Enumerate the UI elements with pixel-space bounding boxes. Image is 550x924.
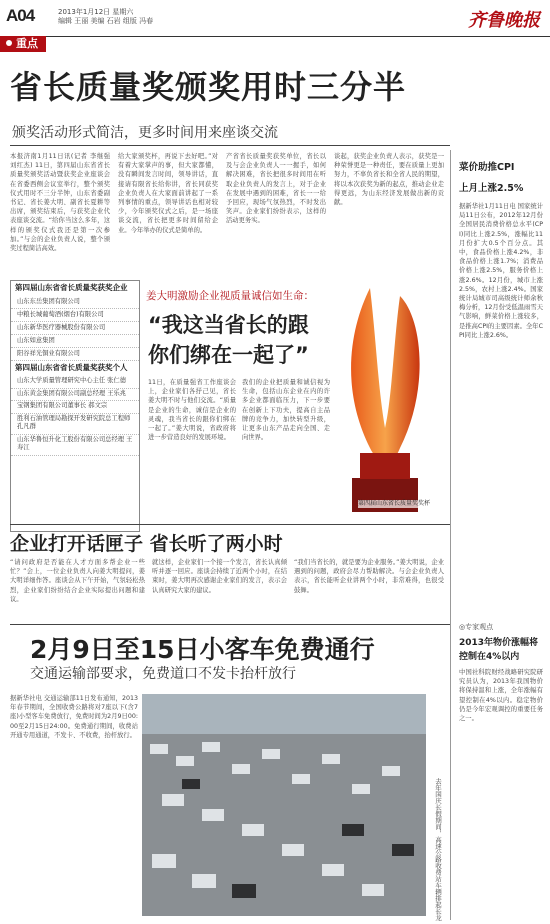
second-headline: 企业打开话匣子 省长听了两小时 xyxy=(10,533,283,555)
brand-logo: 齐鲁晚报 xyxy=(468,10,540,31)
lead-col-1: 本报济南1月11日讯(记者 李继强 刘红杰) 11日，第四届山东省省长质量奖颁奖活动暨获奖企业座谈会在省委西侧会议室举行，整个颁奖仪式用时不三分半钟，山东省委副书记、省长姜大明、副省长夏耕等出席，颁奖结束后，与获奖企业代表座谈交流。“给你当这么多年，这样的颁奖仪式我还是第一次参加。”与会的企业负责人说，整个颁奖过程简洁高效。 xyxy=(10,153,110,253)
quote-headline: “我这当省长的跟你们绑在一起了” xyxy=(148,313,309,367)
list-item: 山东大学质量管理研究中心主任 张仁德 xyxy=(11,376,139,389)
right-body: 据新华社1月11日电 国家统计局11日公布，2012年12月份全国居民消费价格总水平(CPI)同比上涨2.5%，涨幅比11月份扩大0.5个百分点。其中，食品价格上涨4.2%，非食品价格上涨1.7%；消费品价格上涨2.5%，服务价格上涨2.6%。12月份，城市上涨2.5%，农村上涨2.4%。国家统计局城市司高级统计师余秋梅分析，12月份受低温雨雪天气影响，鲜菜价格上涨较多，是推高CPI的主要因素。全年CPI同比上涨2.6%。 xyxy=(459,203,543,339)
list-item: 山东华鲁恒升化工股份有限公司总经理 王寿江 xyxy=(11,435,139,456)
right-subtitle: 上月上涨2.5% xyxy=(459,183,524,194)
quote-lead: 姜大明激励企业视质量诚信如生命： xyxy=(146,290,314,302)
trophy-caption: 第四届山东省长质量奖奖杯 xyxy=(358,500,431,507)
list-item: 山东东岳集团有限公司 xyxy=(11,296,139,309)
winners-box xyxy=(10,280,140,532)
list-item: 中粮长城葡萄酒(烟台)有限公司 xyxy=(11,309,139,322)
person-winners-title: 第四届山东省省长质量奖获奖个人 xyxy=(15,363,128,372)
expert-tag: ◎专家观点 xyxy=(459,623,494,631)
third-col-1: 据新华社电 交通运输部11日发布通知，2013年春节期间，全国收费公路将对7座以下(含7座)小型客车免费放行，免费时间为2月9日00:00至2月15日24:00。免费通行期间，收费站开通专用通道，不发卡、不收费，抬杆放行。 xyxy=(10,695,138,739)
right-title: 菜价助推CPI xyxy=(459,162,515,173)
lead-col-4: 谈起，获奖企业负责人表示，获奖是一种荣誉更是一种责任，要在质量上更加努力，不辜负省长和全省人民的期望，将以本次获奖为新的起点，推动企业走得更远，为山东经济发展做出新的贡献。 xyxy=(334,153,444,207)
second-col-2: 就这样，企业家们一个接一个发言，省长认真倾听并逐一回应。座谈会持续了近两个小时，在结束时，姜大明再次感谢企业家们的发言，表示会认真研究大家的建议。 xyxy=(152,559,287,594)
expert-body: 中国社科院财经战略研究院研究员认为，2013年我国物价将保持温和上涨，全年涨幅有望控制在4%以内。稳定物价仍是今年宏观调控的重要任务之一。 xyxy=(459,669,543,723)
list-item: 山东黄金集团有限公司副总经理 王乐兆 xyxy=(11,389,139,402)
third-headline: 2月9日至15日小客车免费通行 xyxy=(30,635,375,664)
lead-headline: 省长质量奖颁奖用时三分半 xyxy=(10,68,407,106)
page-number: A04 xyxy=(6,6,35,25)
section-dot-icon xyxy=(6,40,12,46)
list-item: 山东如意集团 xyxy=(11,335,139,348)
staff-line: 编辑 王丽 美编 石岩 组版 冯春 xyxy=(58,17,154,25)
divider xyxy=(10,624,450,625)
lead-col-3: 产省省长质量奖获奖单位，省长以及与会企业负责人一一握手，如何解决困难，省长把很多时间用在听取企业负责人的发言上，对于企业在发展中遇到的困难，省长一一给予回应，现场气氛热烈，不时发出笑声。企业家们纷纷表示，这样的活动更务实。 xyxy=(226,153,326,225)
quote-col-1: 11日，在质量强省工作座谈会上，企业家们各抒己见，省长姜大明不时与他们交流。“质量是企业的生命，诚信是企业的灵魂，我当省长的跟你们绑在一起了。”姜大明说，省政府将进一步营造良好的发展环境。 xyxy=(148,379,236,442)
trophy-image xyxy=(330,278,438,523)
divider xyxy=(10,524,450,525)
section-text: 重点 xyxy=(16,37,38,50)
second-col-1: “请问政府是否能在人才方面多帮企业一些忙？”会上，一位企业负责人向姜大明提问，姜大明详细作答。座谈会从下午开始，气氛轻松热烈，企业家们纷纷结合企业实际提出问题和建议。 xyxy=(10,559,145,603)
list-item: 胜利石油管理局勘探开发研究院总工程师 孔凡群 xyxy=(11,414,139,435)
lead-col-2: 给大家颁奖杯，再说下去好吧。”对有着大家掌声的事，但大家都懂，没有瞬间发言时间，领导讲话，直接请有限省长给你讲，省长同获奖企业负责人在大家面前讲起了一系列事情的重点，领导讲话也相对较少，今年颁奖仪式之后，是一场座谈交流，省长把更多时间留给企业。今年举办的仪式是简单的。 xyxy=(118,153,218,234)
second-col-3: “我们当省长的，就是要为企业服务。”姜大明说，企业遇到的问题，政府会尽力帮助解决。与会企业负责人表示，省长能听企业讲两个小时，非常难得，也很受鼓舞。 xyxy=(294,559,444,594)
masthead xyxy=(0,0,550,37)
issue-meta xyxy=(58,8,153,26)
expert-title: 2013年物价涨幅将控制在4%以内 xyxy=(459,638,539,662)
company-winners-title: 第四届山东省省长质量奖获奖企业 xyxy=(15,283,128,292)
list-item: 宝钢集团有限公司董事长 郝文宗 xyxy=(11,401,139,414)
quote-col-2: 我们的企业把质量和诚信视为生命，包括山东企业在内的许多企业都面临压力，下一步要在创新上下功夫，提高自主品牌的竞争力，加快转型升级，让更多山东产品走向全国、走向世界。 xyxy=(242,379,330,442)
lead-subhead: 颁奖活动形式简洁，更多时间用来座谈交流 xyxy=(12,125,278,141)
divider xyxy=(10,145,450,146)
third-subhead: 交通运输部要求，免费道口不发卡抬杆放行 xyxy=(30,666,296,682)
list-item: 阳谷祥光铜业有限公司 xyxy=(11,348,139,361)
list-item: 山东新华医疗器械股份有限公司 xyxy=(11,322,139,335)
date-line: 2013年1月12日 星期六 xyxy=(58,8,134,16)
photo-caption: 去年国庆长假期间，高速公路收费站车辆排起长龙 xyxy=(434,778,442,921)
column-divider xyxy=(450,150,451,920)
traffic-photo xyxy=(142,694,426,916)
section-label xyxy=(0,36,46,52)
